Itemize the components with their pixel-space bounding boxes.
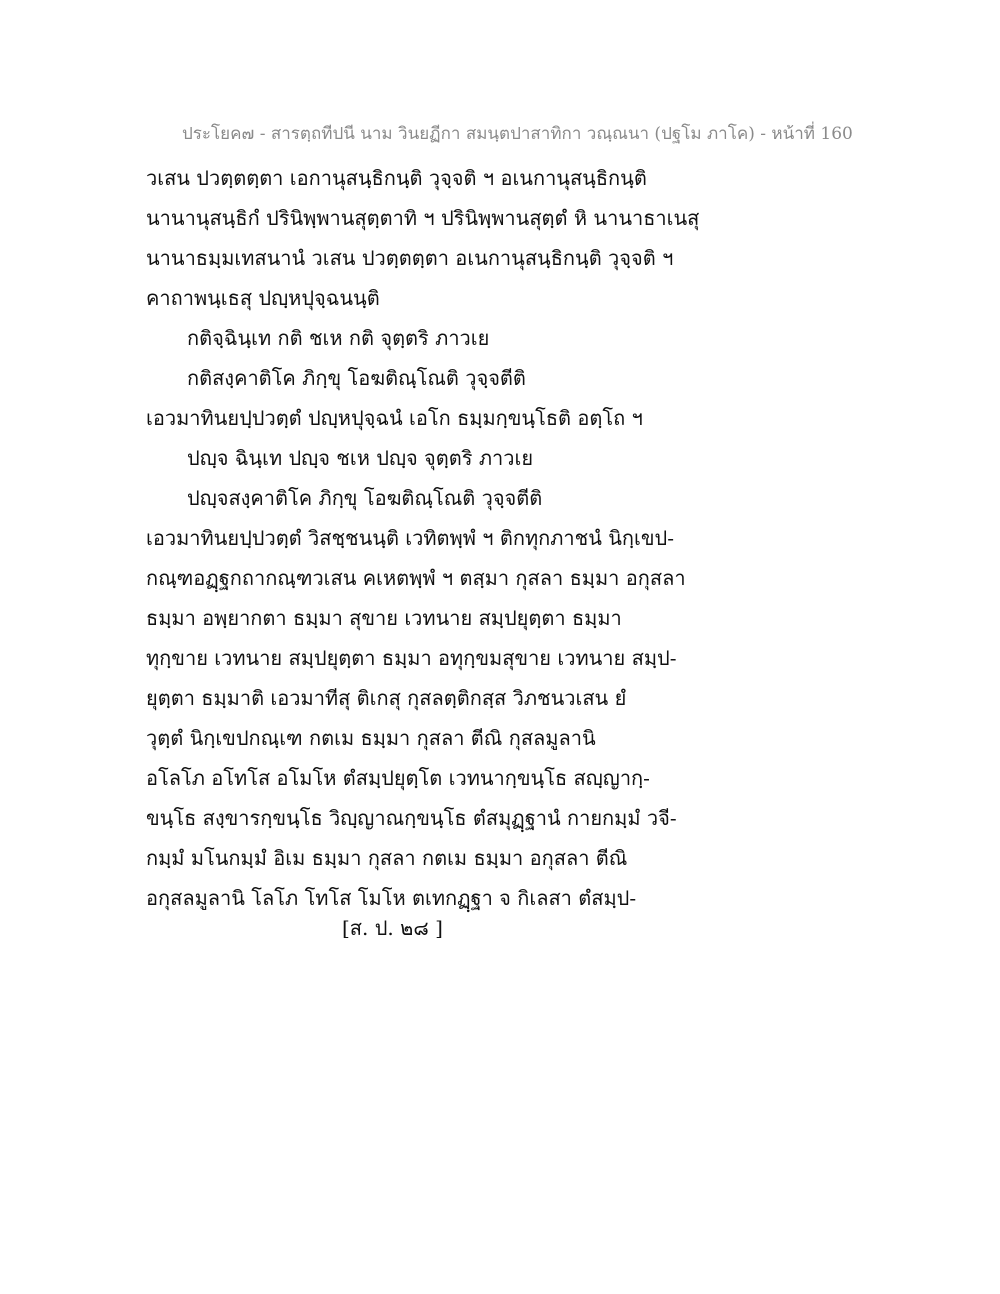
verse-line: กติสงฺคาติโค ภิกฺขุ โอฆติณฺโณติ วุจฺจตีติ bbox=[187, 366, 526, 390]
page-header: ประโยค๗ - สารตฺถทีปนี นาม วินยฏีกา สมนฺตปาสาทิกา วณฺณนา (ปฐโม ภาโค) - หน้าที่ 160 bbox=[182, 124, 853, 144]
text-line: กมฺมํ มโนกมฺมํ อิเม ธมฺมา กุสลา กตเม ธมฺมา อกุสลา ตีณิ bbox=[146, 846, 628, 870]
text-line: ธมฺมา อพฺยากตา ธมฺมา สุขาย เวทนาย สมฺปยุตฺตา ธมฺมา bbox=[146, 606, 622, 630]
verse-line: กติจฺฉินฺเท กติ ชเห กติ จุตฺตริ ภาวเย bbox=[187, 326, 490, 350]
text-line: วเสน ปวตฺตตฺตา เอกานุสนฺธิกนฺติ วุจฺจติ ฯ อเนกานุสนฺธิกนฺติ bbox=[146, 166, 647, 190]
text-line: อโลโภ อโทโส อโมโห ตํสมฺปยุตฺโต เวทนากฺขนฺโธ สญฺญากฺ- bbox=[146, 766, 650, 790]
text-line: นานาธมฺมเทสนานํ วเสน ปวตฺตตฺตา อเนกานุสนฺธิกนฺติ วุจฺจติ ฯ bbox=[146, 246, 674, 270]
text-line: คาถาพนฺเธสุ ปญฺหปุจฺฉนนฺติ bbox=[146, 286, 380, 310]
body-text bbox=[146, 158, 846, 918]
text-line: เอวมาทินยปฺปวตฺตํ วิสชฺชนนฺติ เวทิตพฺพํ ฯ ติกทุกภาชนํ นิกฺเขป- bbox=[146, 526, 674, 550]
text-line: ขนฺโธ สงฺขารกฺขนฺโธ วิญฺญาณกฺขนฺโธ ตํสมุฏฺฐานํ กายกมฺมํ วจี- bbox=[146, 806, 677, 830]
verse-line: ปญฺจสงฺคาติโค ภิกฺขุ โอฆติณฺโณติ วุจฺจตีติ bbox=[187, 486, 543, 510]
text-line: ทุกฺขาย เวทนาย สมฺปยุตฺตา ธมฺมา อทุกฺขมสุขาย เวทนาย สมฺป- bbox=[146, 646, 677, 670]
text-line: ยุตฺตา ธมฺมาติ เอวมาทีสุ ติเกสุ กุสลตฺติกสฺส วิภชนวเสน ยํ bbox=[146, 686, 627, 710]
verse-line: ปญฺจ ฉินฺเท ปญฺจ ชเห ปญฺจ จุตฺตริ ภาวเย bbox=[187, 446, 534, 470]
text-line: วุตฺตํ นิกฺเขปกณฺเฑ กตเม ธมฺมา กุสลา ตีณิ กุสลมูลานิ bbox=[146, 726, 596, 750]
text-line: เอวมาทินยปฺปวตฺตํ ปญฺหปุจฺฉนํ เอโก ธมฺมกฺขนฺโธติ อตฺโถ ฯ bbox=[146, 406, 643, 430]
text-line: อกุสลมูลานิ โลโภ โทโส โมโห ตเทกฏฺฐา จ กิเลสา ตํสมฺป- bbox=[146, 886, 637, 910]
text-line: นานานุสนฺธิกํ ปรินิพฺพานสุตฺตาทิ ฯ ปรินิพฺพานสุตฺตํ หิ นานาธาเนสุ bbox=[146, 206, 700, 230]
text-line: กณฺฑอฏฺฐกถากณฺฑวเสน คเหตพฺพํ ฯ ตสฺมา กุสลา ธมฺมา อกุสลา bbox=[146, 566, 686, 590]
page-reference: [ส. ป. ๒๘ ] bbox=[342, 916, 443, 940]
